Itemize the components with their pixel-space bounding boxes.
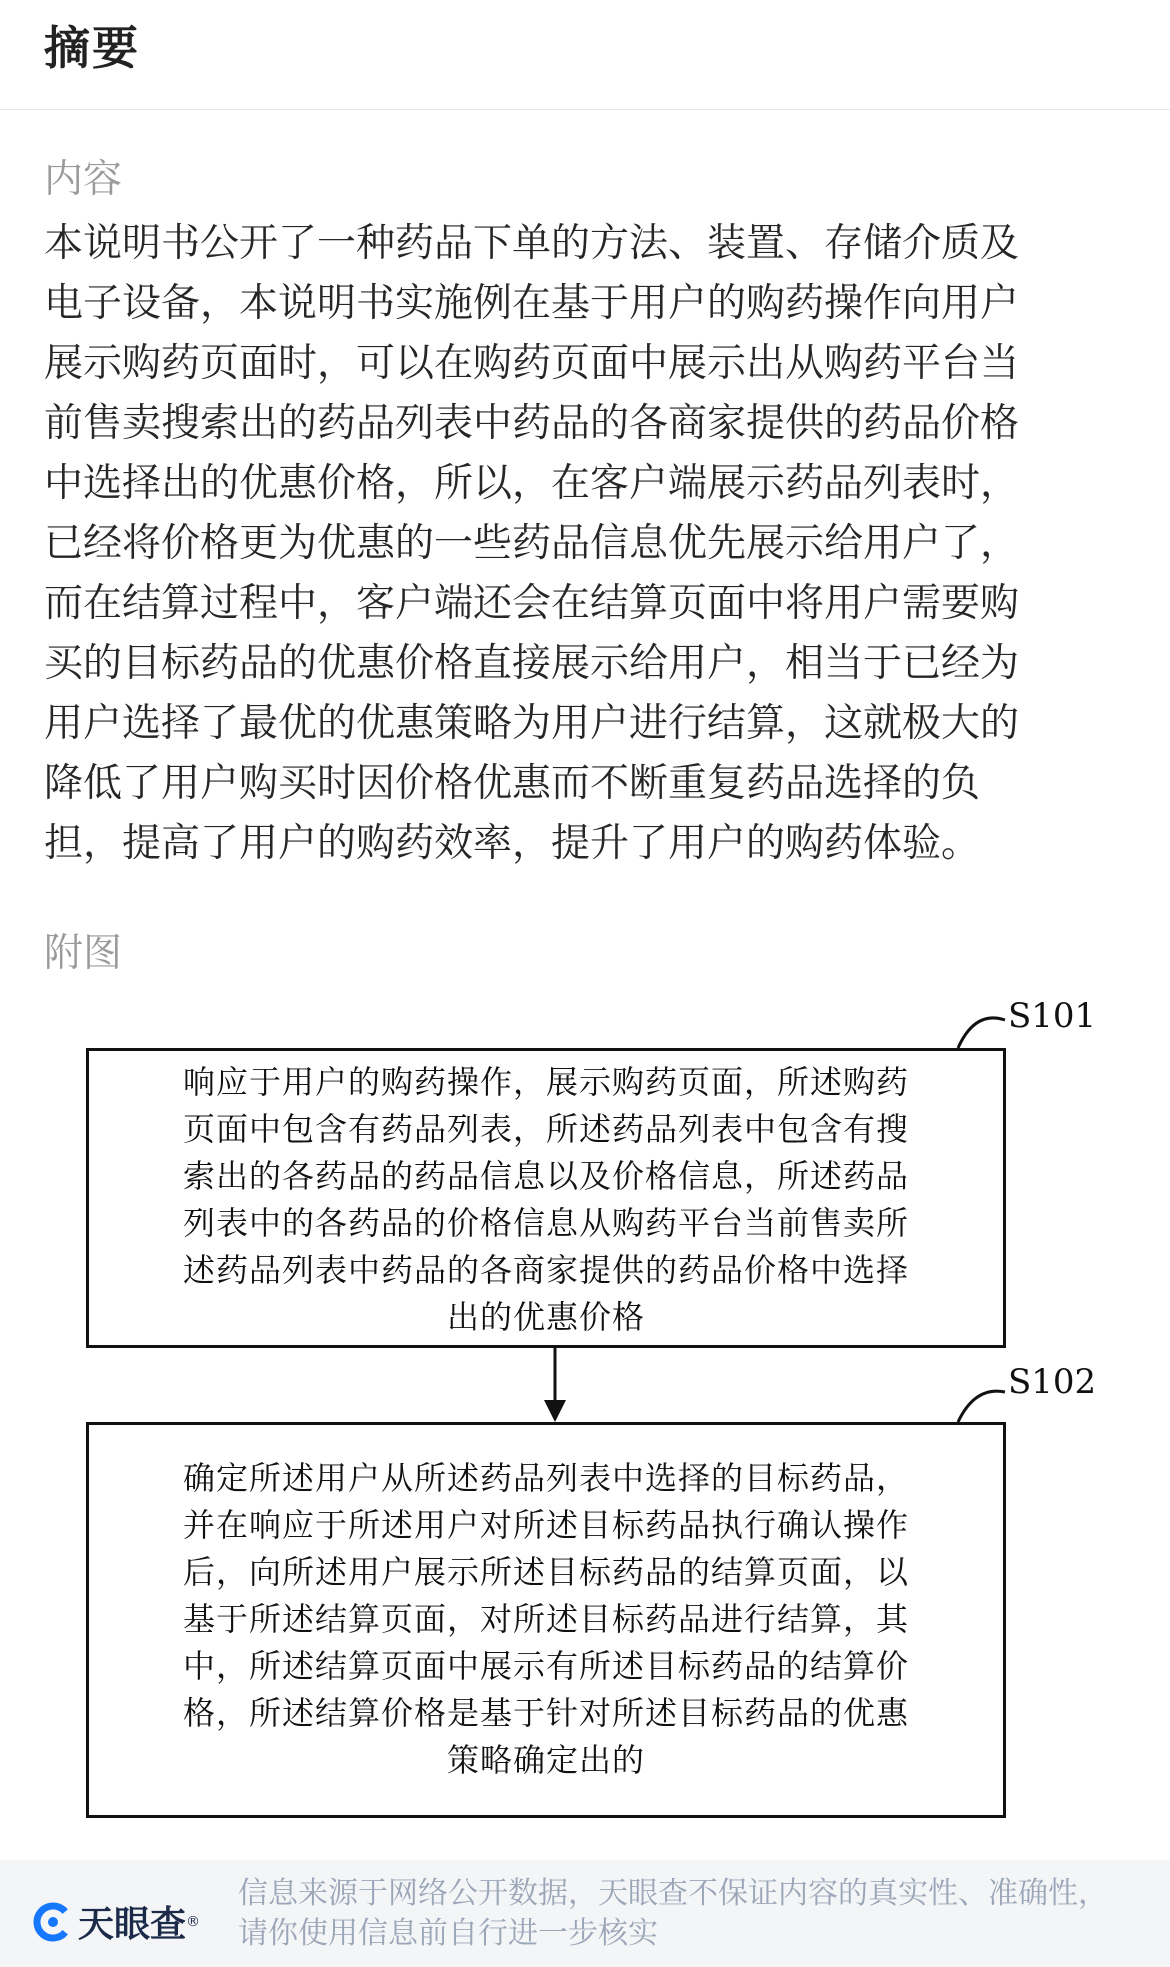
abstract-line: 担，提高了用户的购药效率，提升了用户的购药体验。 (44, 821, 981, 866)
step-line: 响应于用户的购药操作，展示购药页面，所述购药 (182, 1063, 909, 1101)
step-line: 基于所述结算页面，对所述目标药品进行结算，其 (182, 1600, 909, 1638)
abstract-line: 前售卖搜索出的药品列表中药品的各商家提供的药品价格 (44, 401, 1020, 446)
abstract-line: 展示购药页面时，可以在购药页面中展示出从购药平台当 (44, 341, 1020, 386)
content-section-label: 内容 (44, 157, 123, 202)
disclaimer-line: 信息来源于网络公开数据，天眼查不保证内容的真实性、准确性， (238, 1876, 1108, 1911)
abstract-line: 用户选择了最优的优惠策略为用户进行结算，这就极大的 (44, 701, 1020, 746)
step-label-s102: S102 (1008, 1362, 1097, 1402)
page-title: 摘要 (44, 21, 140, 75)
flow-step-box-s102 (86, 1422, 1006, 1818)
flow-step-box-s101 (86, 1048, 1006, 1348)
abstract-text (44, 214, 1129, 874)
abstract-line: 中选择出的优惠价格，所以，在客户端展示药品列表时， (44, 461, 1020, 506)
tianyancha-logo (32, 1896, 200, 1947)
step-line: 格，所述结算价格是基于针对所述目标药品的优惠 (182, 1694, 909, 1732)
abstract-line: 买的目标药品的优惠价格直接展示给用户，相当于已经为 (44, 641, 1020, 686)
step-line: 确定所述用户从所述药品列表中选择的目标药品， (182, 1459, 909, 1497)
step-line: 列表中的各药品的价格信息从购药平台当前售卖所 (182, 1204, 909, 1242)
step-line: 中，所述结算页面中展示有所述目标药品的结算价 (182, 1647, 909, 1685)
step-line: 出的优惠价格 (446, 1298, 645, 1336)
logo-text: 天眼查 (78, 1904, 187, 1945)
tianyancha-logo-icon (32, 1901, 74, 1943)
step-line: 页面中包含有药品列表，所述药品列表中包含有搜 (182, 1110, 909, 1148)
abstract-line: 而在结算过程中，客户端还会在结算页面中将用户需要购 (44, 581, 1020, 626)
abstract-line: 本说明书公开了一种药品下单的方法、装置、存储介质及 (44, 221, 1020, 266)
disclaimer-line: 请你使用信息前自行进一步核实 (238, 1916, 658, 1951)
source-footer (0, 1860, 1170, 1967)
s101-leader-line (958, 1018, 1005, 1048)
abstract-line: 电子设备，本说明书实施例在基于用户的购药操作向用户 (44, 281, 1020, 326)
step-line: 索出的各药品的药品信息以及价格信息，所述药品 (182, 1157, 909, 1195)
step-line: 后，向所述用户展示所述目标药品的结算页面，以 (182, 1553, 909, 1591)
page-header (0, 0, 1170, 110)
step-line: 述药品列表中药品的各商家提供的药品价格中选择 (182, 1251, 909, 1289)
flowchart (0, 990, 1170, 1840)
step-line: 策略确定出的 (446, 1741, 645, 1779)
flow-arrow-head (544, 1400, 566, 1422)
step-label-s101: S101 (1008, 996, 1097, 1036)
abstract-line: 降低了用户购买时因价格优惠而不断重复药品选择的负 (44, 761, 981, 806)
registered-mark: ® (186, 1913, 201, 1930)
disclaimer-text (238, 1874, 1158, 1954)
step-line: 并在响应于所述用户对所述目标药品执行确认操作 (182, 1506, 909, 1544)
abstract-line: 已经将价格更为优惠的一些药品信息优先展示给用户了， (44, 521, 1020, 566)
s102-leader-line (958, 1391, 1005, 1422)
figure-section-label: 附图 (44, 931, 123, 976)
